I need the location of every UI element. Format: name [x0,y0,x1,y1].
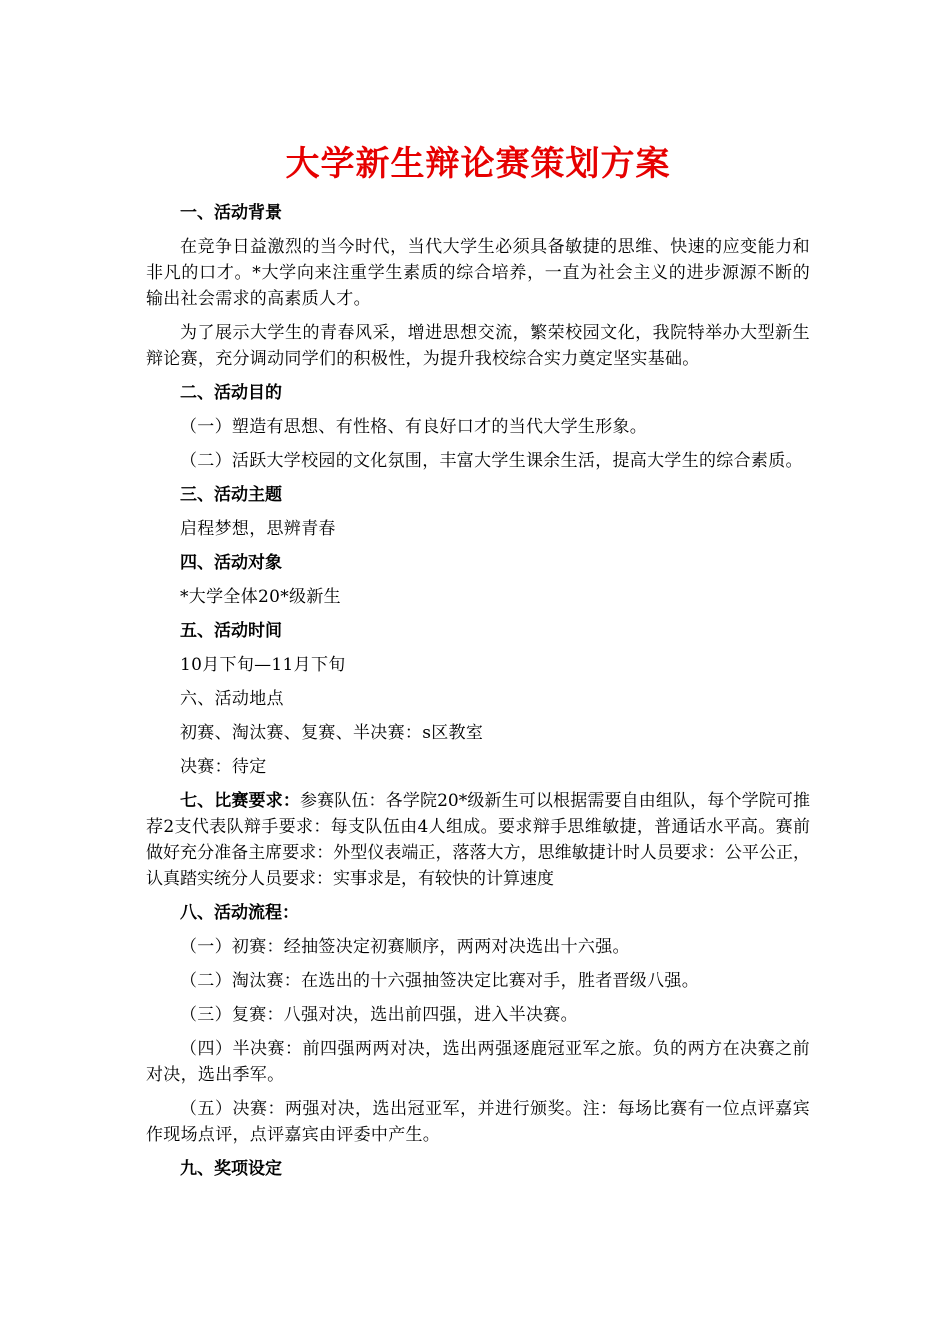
document-page [146,128,810,1190]
section-heading-background: 一、活动背景 [180,203,282,223]
process-step-1: （一）初赛：经抽签决定初赛顺序，两两对决选出十六强。 [180,937,630,957]
purpose-item-2: （二）活跃大学校园的文化氛围，丰富大学生课余生活，提高大学生的综合素质。 [180,451,803,471]
requirements-paragraph [146,788,810,892]
section-heading-audience: 四、活动对象 [180,553,282,573]
section-heading-theme: 三、活动主题 [180,485,282,505]
process-step-5: （五）决赛：两强对决，选出冠亚军，并进行颁奖。注：每场比赛有一位点评嘉宾作现场点评，点评嘉宾由评委中产生。 [146,1099,810,1145]
section-heading-time: 五、活动时间 [180,621,282,641]
process-step-4: （四）半决赛：前四强两两对决，选出两强逐鹿冠亚军之旅。负的两方在决赛之前对决，选出季军。 [146,1039,810,1085]
process-step-3: （三）复赛：八强对决，选出前四强，进入半决赛。 [180,1005,578,1025]
requirements-text: 参赛队伍：各学院20*级新生可以根据需要自由组队，每个学院可推荐2支代表队辩手要求：每支队伍由4人组成。要求辩手思维敏捷，普通话水平高。赛前做好充分准备主席要求：外型仪表端正，落落大方，思维敏捷计时人员要求：公平公正，认真踏实统分人员要求：实事求是，有较快的计算速度 [146,791,811,889]
time-text: 10月下旬—11月下旬 [180,655,346,675]
section-heading-awards: 九、奖项设定 [180,1159,282,1179]
background-paragraph-1: 在竞争日益激烈的当今时代，当代大学生必须具备敏捷的思维、快速的应变能力和非凡的口才。*大学向来注重学生素质的综合培养，一直为社会主义的进步源源不断的输出社会需求的高素质人才。 [146,237,810,309]
audience-text: *大学全体20*级新生 [180,587,341,607]
theme-text: 启程梦想，思辨青春 [180,519,336,539]
location-text-2: 决赛：待定 [180,757,267,777]
section-heading-process: 八、活动流程： [180,903,299,923]
process-step-2: （二）淘汰赛：在选出的十六强抽签决定比赛对手，胜者晋级八强。 [180,971,699,991]
section-heading-purpose: 二、活动目的 [180,383,282,403]
background-paragraph-2: 为了展示大学生的青春风采，增进思想交流，繁荣校园文化，我院特举办大型新生辩论赛，充分调动同学们的积极性，为提升我校综合实力奠定坚实基础。 [146,323,810,369]
section-heading-location: 六、活动地点 [180,689,284,709]
location-text-1: 初赛、淘汰赛、复赛、半决赛：s区教室 [180,723,484,743]
document-title: 大学新生辩论赛策划方案 [285,144,671,184]
purpose-item-1: （一）塑造有思想、有性格、有良好口才的当代大学生形象。 [180,417,648,437]
section-heading-requirements: 七、比赛要求： [180,791,300,811]
